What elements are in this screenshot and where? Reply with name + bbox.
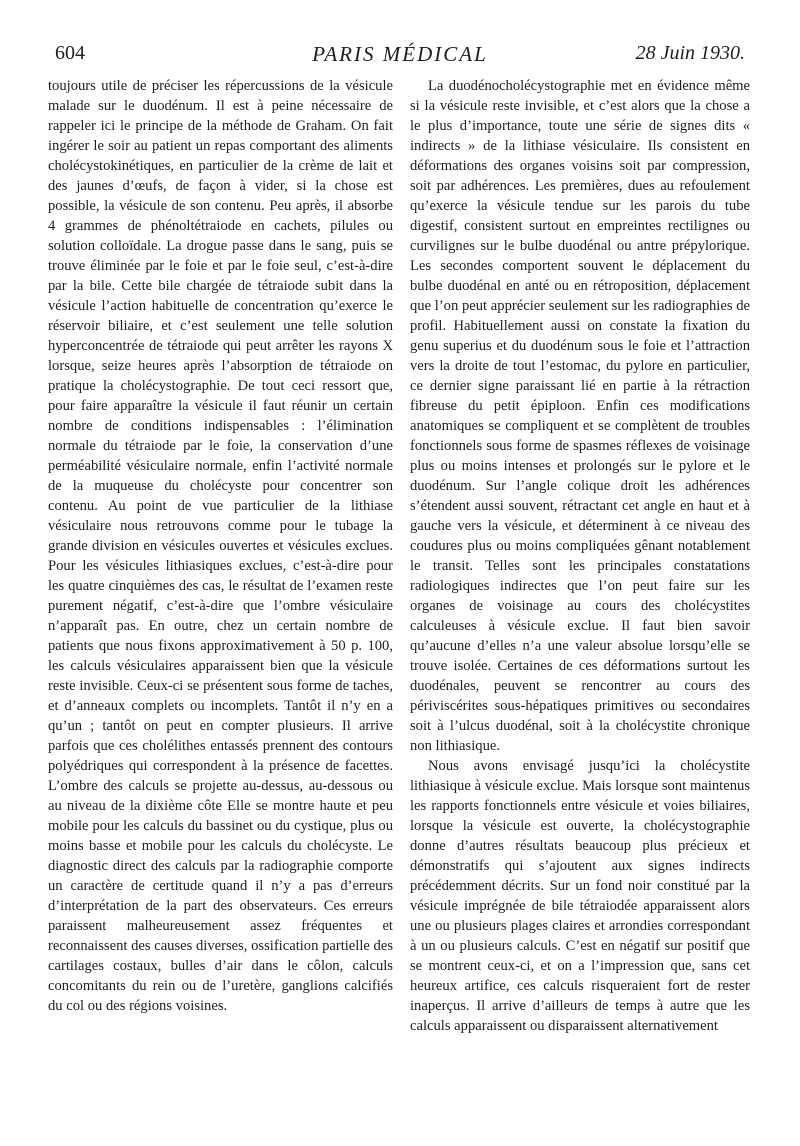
right-paragraph-1: La duodénocholécystographie met en évidence même si la vésicule reste invisible, et c’est alors que la chose a le plus d’importance, toute une série de signes dits « indirects » de la lithiase vésiculaire. Ils consistent en déformations des organes voisins soit par compression, soit par adhérences. Les premières, dues au refoulement qu’exerce la vésicule tendue sur les parois du tube digestif, consistent surtout en empreintes rectilignes ou curvilignes sur le bulbe duodénal ou antre prépylorique. Les secondes comportent souvent le déplacement du bulbe duodénal en anté ou en rétroposition, déplacement que l’on peut apprécier seulement sur les radiographies de profil. Habituellement aussi on constate la fixation du genu superius et du duodénum sous le foie et l’attraction vers la droite de tout l’estomac, du pylore en particulier, ce dernier signe paraissant lié en partie à la rétraction fibreuse du petit épiploon. Enfin ces modifications anatomiques se compliquent et se complètent de troubles fonctionnels sous forme de spasmes réflexes de voisinage plus ou moins intenses et prolongés sur le pylore et le duodénum. Sur l’angle colique droit les adhérences s’étendent aussi souvent, rétractant cet angle en haut et à gauche vers la vésicule, et déterminent à ce niveau des coudures plus ou moins compliquées gênant notablement le transit. Telles sont les principales constatations radiologiques indirectes que l’on peut faire sur les organes de voisinage au cours des cholécystites calculeuses à vésicule exclue. Il faut bien savoir qu’aucune d’elles n’a une valeur absolue lorsqu’elle se trouve isolée. Certaines de ces déformations surtout les duodénales, peuvent se rencontrer au cours des périviscérites sous-hépatiques primitives ou secondaires soit à l’ulcus duodénal, soit à la cholécystite chronique non lithiasique.: [410, 78, 750, 754]
left-paragraph-1: toujours utile de préciser les répercussions de la vésicule malade sur le duodénum. Il est à peine nécessaire de rappeler ici le principe de la méthode de Graham. On fait ingérer le soir au patient un repas comportant des aliments cholécystokinétiques, en particulier de la crème de lait et des jaunes d’œufs, de façon à vider, si la chose est possible, la vésicule de son contenu. Peu après, il absorbe 4 grammes de phénoltétraiode en cachets, pilules ou solution colloïdale. La drogue passe dans le sang, puis se trouve éliminée par le foie et par le foie seul, c’est-à-dire par la bile. Cette bile chargée de tétraiode subit dans la vésicule l’action habituelle de concentration qu’exerce le réservoir biliaire, et c’est seulement une telle solution hyperconcentrée de tétraiode qui peut arrêter les rayons X lorsque, seize heures après l’absorption de tétraiode on pratique la cholécystographie. De tout ceci ressort que, pour faire apparaître la vésicule il faut réunir un certain nombre de conditions indispensables : l’élimination normale du tétraiode par le foie, la conservation d’une perméabilité vésiculaire normale, enfin l’activité normale de la muqueuse du cholécyste pour concentrer son contenu. Au point de vue particulier de la lithiase vésiculaire nous retrouvons comme pour le tubage la grande division en vésicules ouvertes et vésicules exclues. Pour les vésicules lithiasiques exclues, c’est-à-dire pour les quatre cinquièmes des cas, le résultat de l’examen reste purement négatif, c’est-à-dire que l’ombre vésiculaire n’apparaît pas. En outre, chez un certain nombre de patients que nous fixons approximativement à 50 p. 100, les calculs vésiculaires apparaissent bien que la vésicule reste invisible. Ceux-ci se présentent sous forme de taches, et d’anneaux complets ou incomplets. Tantôt il n’y en a qu’un ; tantôt on peut en compter plusieurs. Il arrive parfois que ces cholélithes entassés prennent des contours polyédriques qui correspondent à la présence de facettes. L’ombre des calculs se projette au-dessus, au-dessous ou au niveau de la dixième côte Elle se montre haute et peu mobile pour les calculs du bassinet ou du cystique, plus ou moins basse et mobile pour les calculs du cholécyste. Le diagnostic direct des calculs par la radiographie comporte un caractère de certitude quand il n’y a pas d’erreurs d’interprétation de la part des observateurs. Ces erreurs paraissent malheureusement assez fréquentes et reconnaissent des causes diverses, ossification partielle des cartilages costaux, bulles d’air dans le côlon, calculs concomitants du rein ou de l’uretère, ganglions calcifiés du col ou des régions voisines.: [48, 78, 393, 1014]
journal-title: PARIS MÉDICAL: [312, 42, 488, 66]
right-column: [410, 76, 750, 1036]
page-header: [55, 42, 745, 72]
left-column: [48, 76, 393, 1016]
issue-date: 28 Juin 1930.: [635, 42, 745, 64]
right-paragraph-2: Nous avons envisagé jusqu’ici la cholécystite lithiasique à vésicule exclue. Mais lorsque sont maintenus les rapports fonctionnels entre vésicule et voies biliaires, lorsque la vésicule est ouverte, la cholécystographie donne d’autres résultats beaucoup plus précieux et démonstratifs qui s’ajoutent aux signes indirects précédemment décrits. Sur un fond noir constitué par la vésicule imprégnée de bile tétraiodée apparaissent alors une ou plusieurs plages claires et arrondies correspondant à un ou plusieurs calculs. C’est en négatif sur positif que se montrent ceux-ci, et on a l’impression que, sans cet heureux artifice, ces calculs risqueraient fort de rester inaperçus. Il arrive d’ailleurs de temps à autre que les calculs apparaissent ou disparaissent alternativement: [410, 758, 750, 1034]
page-number: 604: [55, 42, 85, 64]
